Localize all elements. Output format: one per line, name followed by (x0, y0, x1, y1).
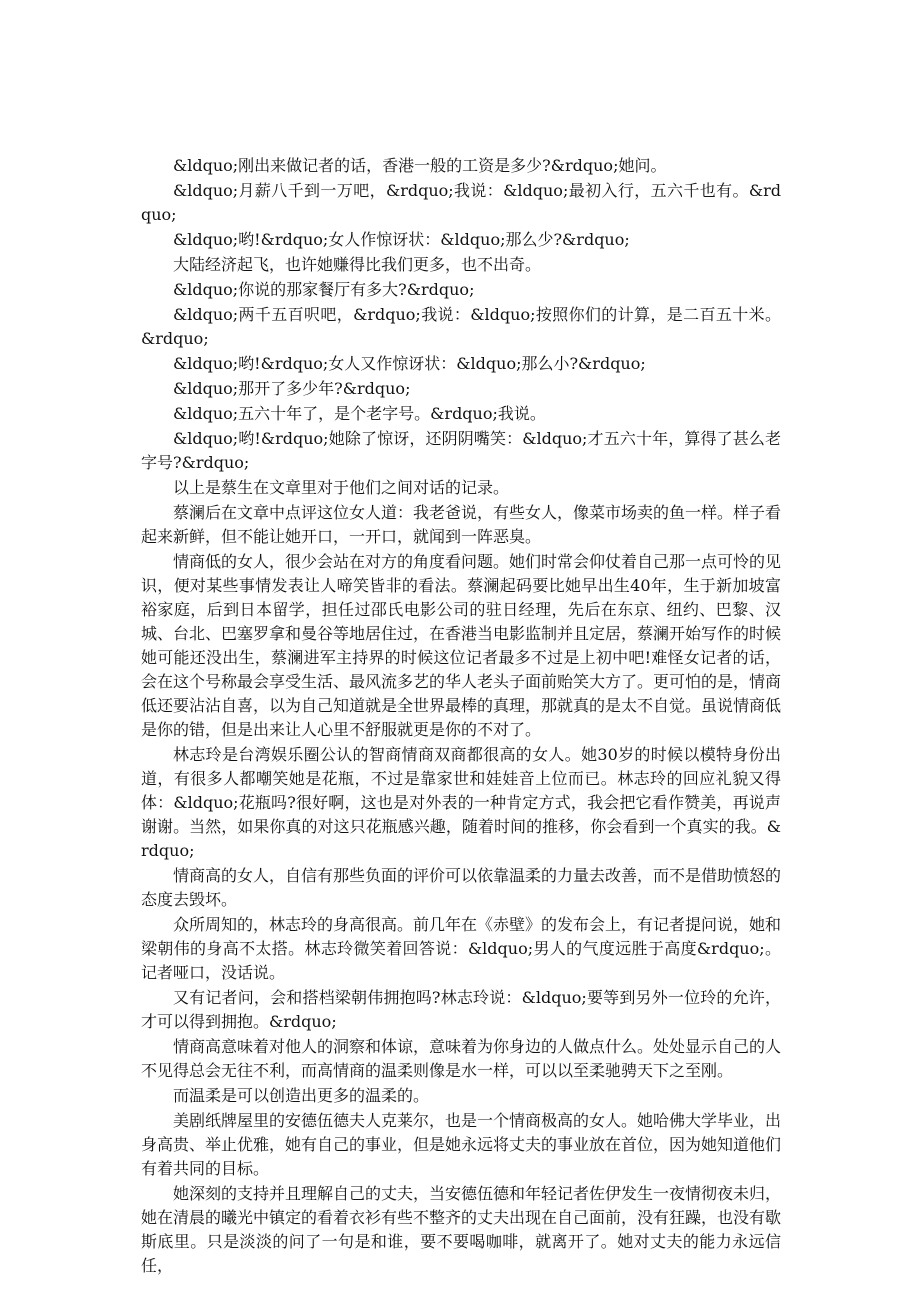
paragraph: &ldquo;哟!&rdquo;女人作惊讶状：&ldquo;那么少?&rdquo; (173, 230, 630, 249)
paragraph: 而温柔是可以创造出更多的温柔的。 (173, 1086, 430, 1105)
paragraph: 林志玲是台湾娱乐圈公认的智商情商双商都很高的女人。她30岁的时候以模特身份出道，有很多人都嘲笑她是花瓶，不过是靠家世和娃娃音上位而已。林志玲的回应礼貌又得体：&ldquo;花瓶吗?很好啊，这也是对外表的一种肯定方式，我会把它看作赞美，再说声谢谢。当然，如果你真的对这只花瓶感兴趣，随着时间的推移，你会看到一个真实的我。&rdquo; (141, 745, 781, 860)
paragraph: &ldquo;两千五百呎吧，&rdquo;我说：&ldquo;按照你们的计算，是二百五十米。&rdquo; (141, 305, 781, 348)
paragraph: 她深刻的支持并且理解自己的丈夫，当安德伍德和年轻记者佐伊发生一夜情彻夜未归，她在清晨的曦光中镇定的看着衣衫有些不整齐的丈夫出现在自己面前，没有狂躁，也没有歇斯底里。只是淡淡的问了一句是和谁，要不要喝咖啡，就离开了。她对丈夫的能力永远信任， (141, 1184, 782, 1275)
paragraph: &ldquo;哟!&rdquo;她除了惊讶，还阴阴嘴笑：&ldquo;才五六十年，算得了甚么老字号?&rdquo; (141, 429, 781, 472)
paragraph: 众所周知的，林志玲的身高很高。前几年在《赤壁》的发布会上，有记者提问说，她和梁朝伟的身高不太搭。林志玲微笑着回答说：&ldquo;男人的气度远胜于高度&rdquo;。记者哑口，没话说。 (141, 915, 782, 982)
paragraph: 美剧纸牌屋里的安德伍德夫人克莱尔，也是一个情商极高的女人。她哈佛大学毕业，出身高贵、举止优雅，她有自己的事业，但是她永远将丈夫的事业放在首位，因为她知道他们有着共同的目标。 (141, 1111, 782, 1178)
paragraph: &ldquo;刚出来做记者的话，香港一般的工资是多少?&rdquo;她问。 (173, 156, 667, 175)
paragraph: &ldquo;哟!&rdquo;女人又作惊讶状：&ldquo;那么小?&rdquo; (173, 354, 646, 373)
paragraph: 又有记者问，会和搭档梁朝伟拥抱吗?林志玲说：&ldquo;要等到另外一位玲的允许，才可以得到拥抱。&rdquo; (141, 988, 781, 1031)
paragraph: 情商高意味着对他人的洞察和体谅，意味着为你身边的人做点什么。处处显示自己的人不见得总会无往不利，而高情商的温柔则像是水一样，可以以至柔驰骋天下之至刚。 (141, 1037, 782, 1080)
paragraph: 大陆经济起飞，也许她赚得比我们更多，也不出奇。 (173, 255, 542, 274)
paragraph: 情商低的女人，很少会站在对方的角度看问题。她们时常会仰仗着自己那一点可怜的见识，便对某些事情发表让人啼笑皆非的看法。蔡澜起码要比她早出生40年，生于新加坡富裕家庭，后到日本留学，担任过邵氏电影公司的驻日经理，先后在东京、纽约、巴黎、汉城、台北、巴塞罗拿和曼谷等地居住过，在香港当电影监制并且定居，蔡澜开始写作的时候她可能还没出生，蔡澜进军主持界的时候这位记者最多不过是上初中吧!难怪女记者的话，会在这个号称最会享受生活、最风流多艺的华人老头子面前贻笑大方了。更可怕的是，情商低还要沾沾自喜，以为自己知道就是全世界最棒的真理，那就真的是太不自觉。虽说情商低是你的错，但是出来让人心里不舒服就更是你的不对了。 (141, 552, 782, 739)
paragraph: 以上是蔡生在文章里对于他们之间对话的记录。 (173, 478, 510, 497)
paragraph: 蔡澜后在文章中点评这位女人道：我老爸说，有些女人，像菜市场卖的鱼一样。样子看起来新鲜，但不能让她开口，一开口，就闻到一阵恶臭。 (141, 503, 782, 546)
paragraph: &ldquo;你说的那家餐厅有多大?&rdquo; (173, 280, 475, 299)
paragraph: 情商高的女人，自信有那些负面的评价可以依靠温柔的力量去改善，而不是借助愤怒的态度去毁坏。 (141, 866, 782, 909)
paragraph: &ldquo;五六十年了，是个老字号。&rdquo;我说。 (173, 404, 546, 423)
paragraph: &ldquo;月薪八千到一万吧，&rdquo;我说：&ldquo;最初入行，五六千也有。&rdquo; (141, 181, 781, 224)
paragraph: &ldquo;那开了多少年?&rdquo; (173, 379, 411, 398)
document-body (141, 154, 781, 1279)
